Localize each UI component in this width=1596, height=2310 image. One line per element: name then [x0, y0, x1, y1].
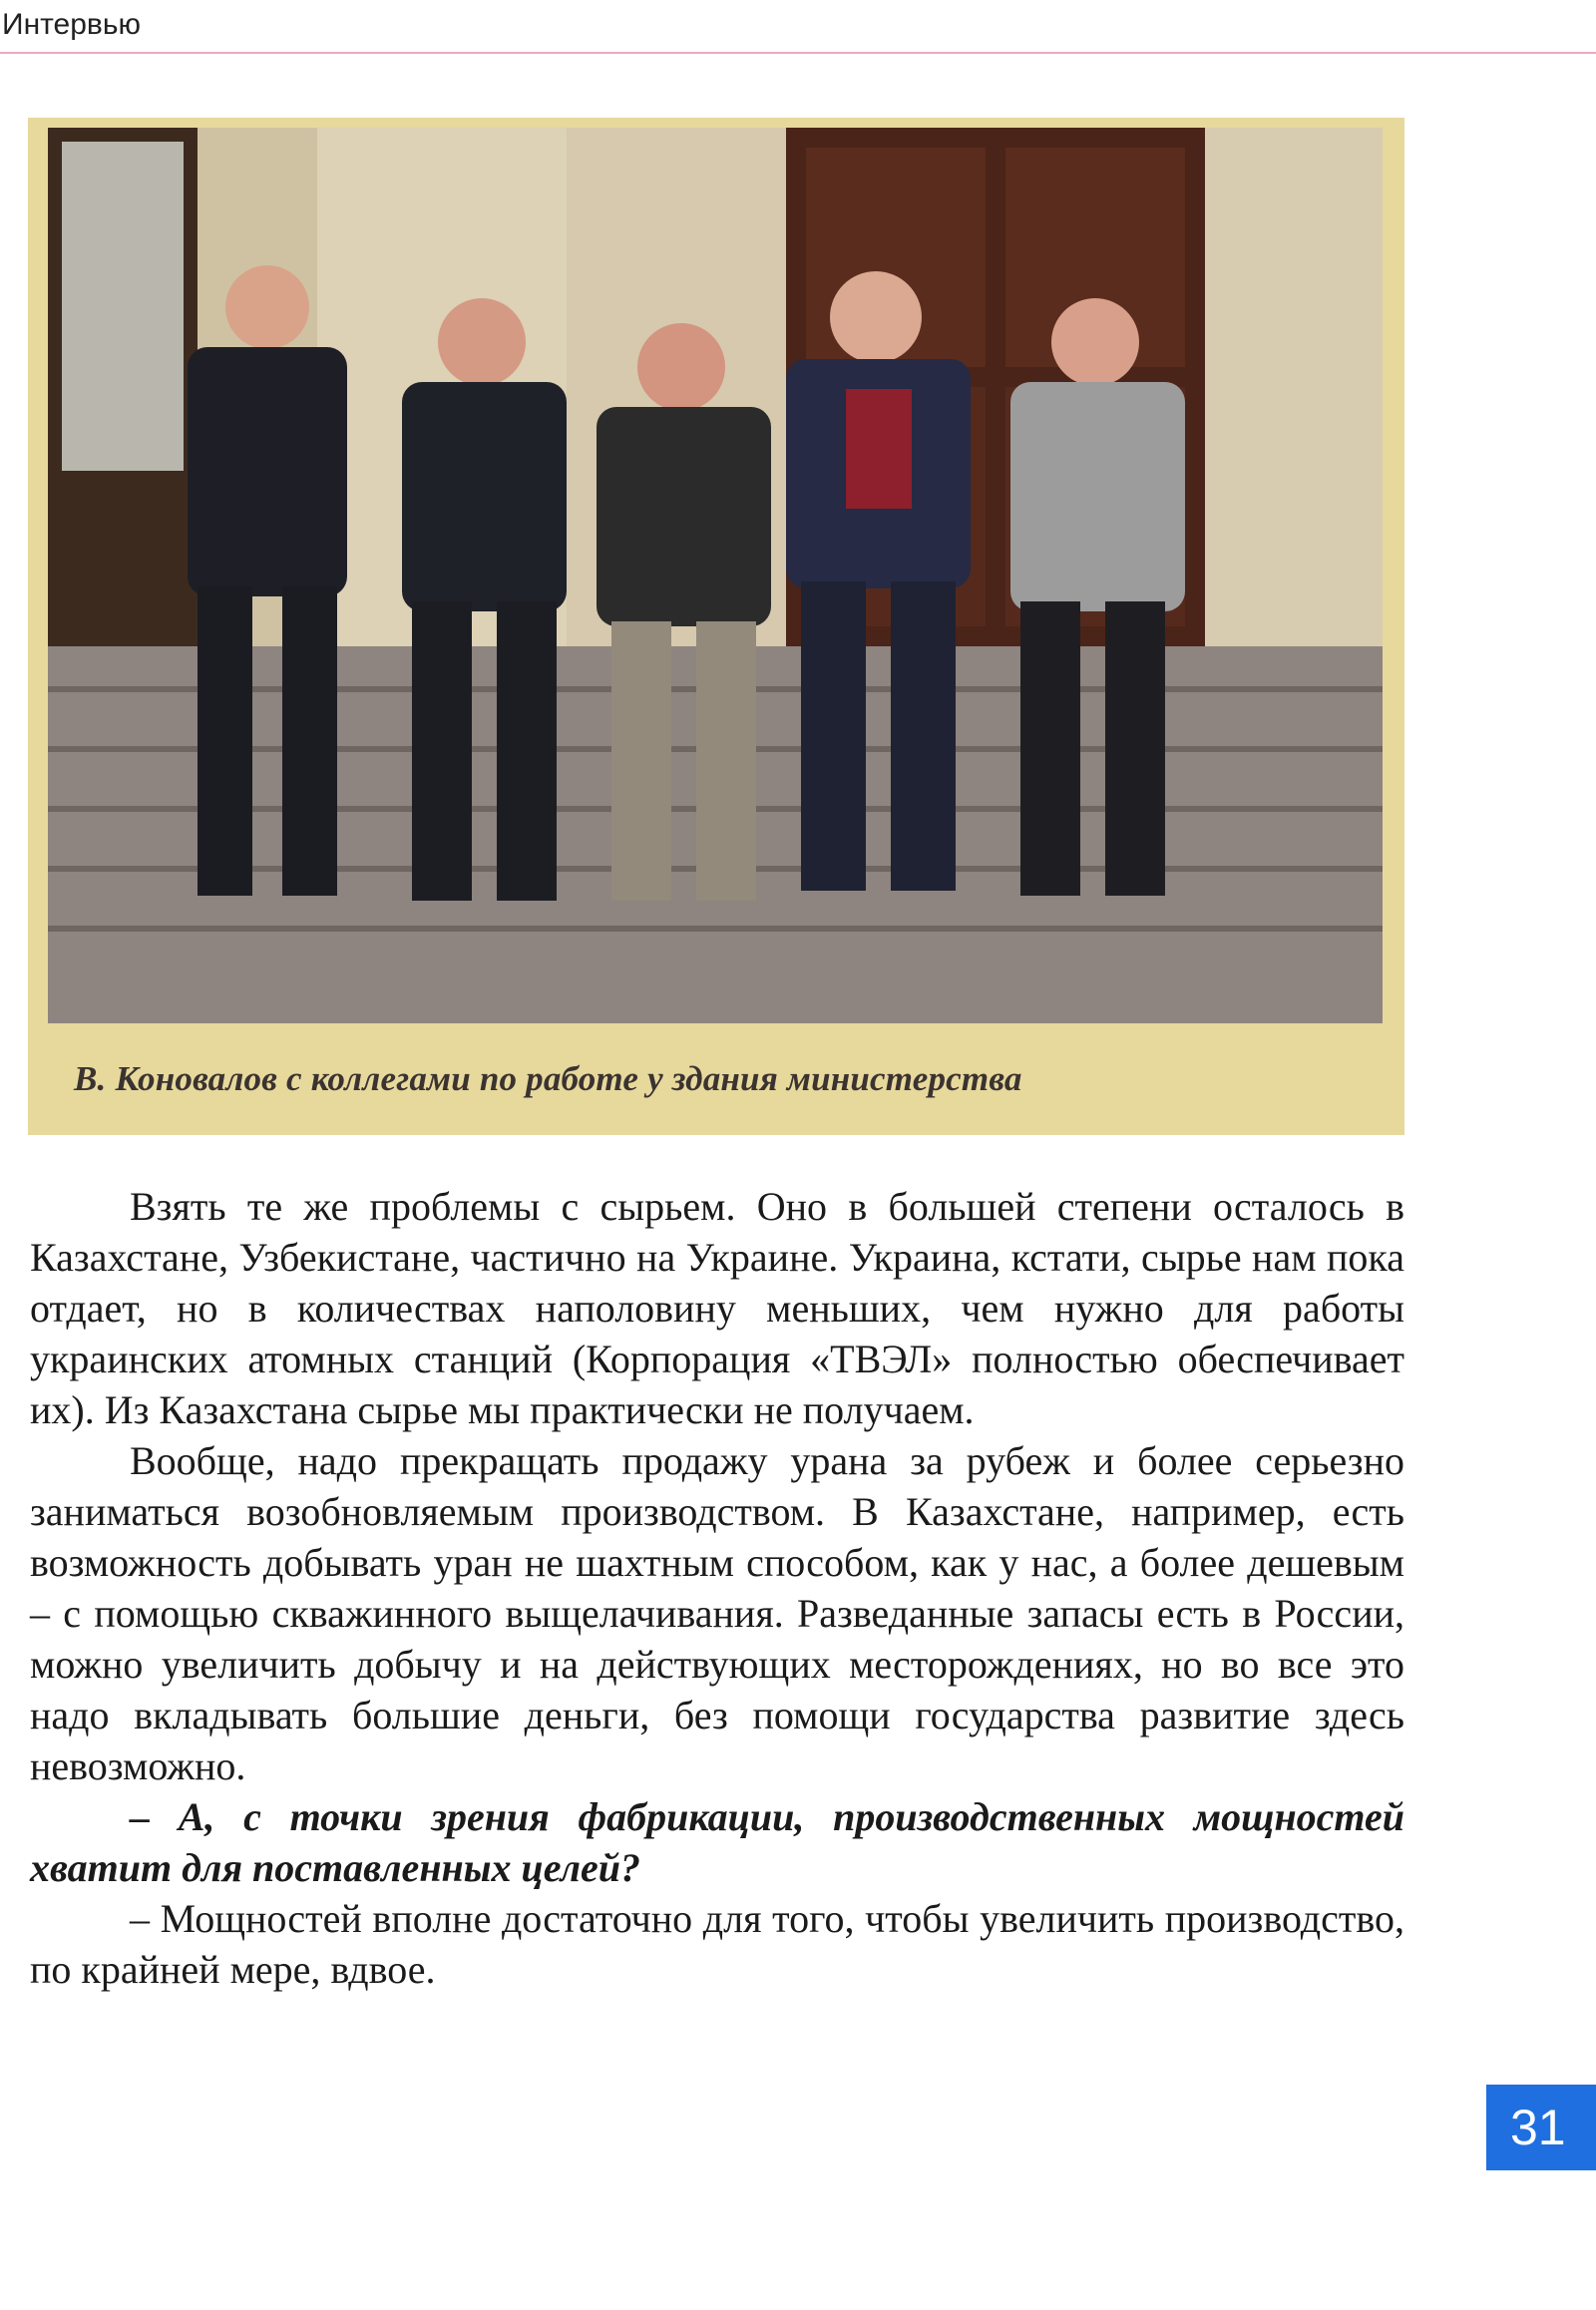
- page-number-tab: [1486, 2085, 1596, 2170]
- figure: [28, 118, 1404, 1135]
- paragraph: – Мощностей вполне достаточно для того, чтобы увеличить производство, по крайней мере, вдвое.: [30, 1896, 1404, 1992]
- paragraph: Взять те же проблемы с сырьем. Оно в большей степени осталось в Казахстане, Узбекистане, частично на Украине. Украина, кстати, сырье нам пока отдает, но в количествах наполовину меньших, чем нужно для работы украинских атомных станций (Корпорация «ТВЭЛ» полностью обеспечивает их). Из Казахстана сырье мы практически не получаем.: [30, 1184, 1404, 1432]
- header-divider: [0, 52, 1596, 54]
- photo-caption: В. Коновалов с коллегами по работе у здания министерства: [74, 1059, 1022, 1098]
- section-label: Интервью: [2, 8, 141, 41]
- paragraph: Вообще, надо прекращать продажу урана за рубеж и более серьезно заниматься возобновляемым производством. В Казахстане, например, есть возможность добывать уран не шахтным способом, как у нас, а более дешевым – с помощью скважинного выщелачивания. Разведанные запасы есть в России, можно увеличить добычу и на действующих месторождениях, но во все это надо вкладывать большие деньги, без помощи государства развитие здесь невозможно.: [30, 1438, 1404, 1788]
- article-body: [30, 1181, 1404, 1995]
- group-photo: [48, 128, 1383, 1023]
- interview-question: – А, с точки зрения фабрикации, производственных мощностей хватит для поставленных целей?: [30, 1794, 1404, 1890]
- page-number: 31: [1510, 2100, 1566, 2155]
